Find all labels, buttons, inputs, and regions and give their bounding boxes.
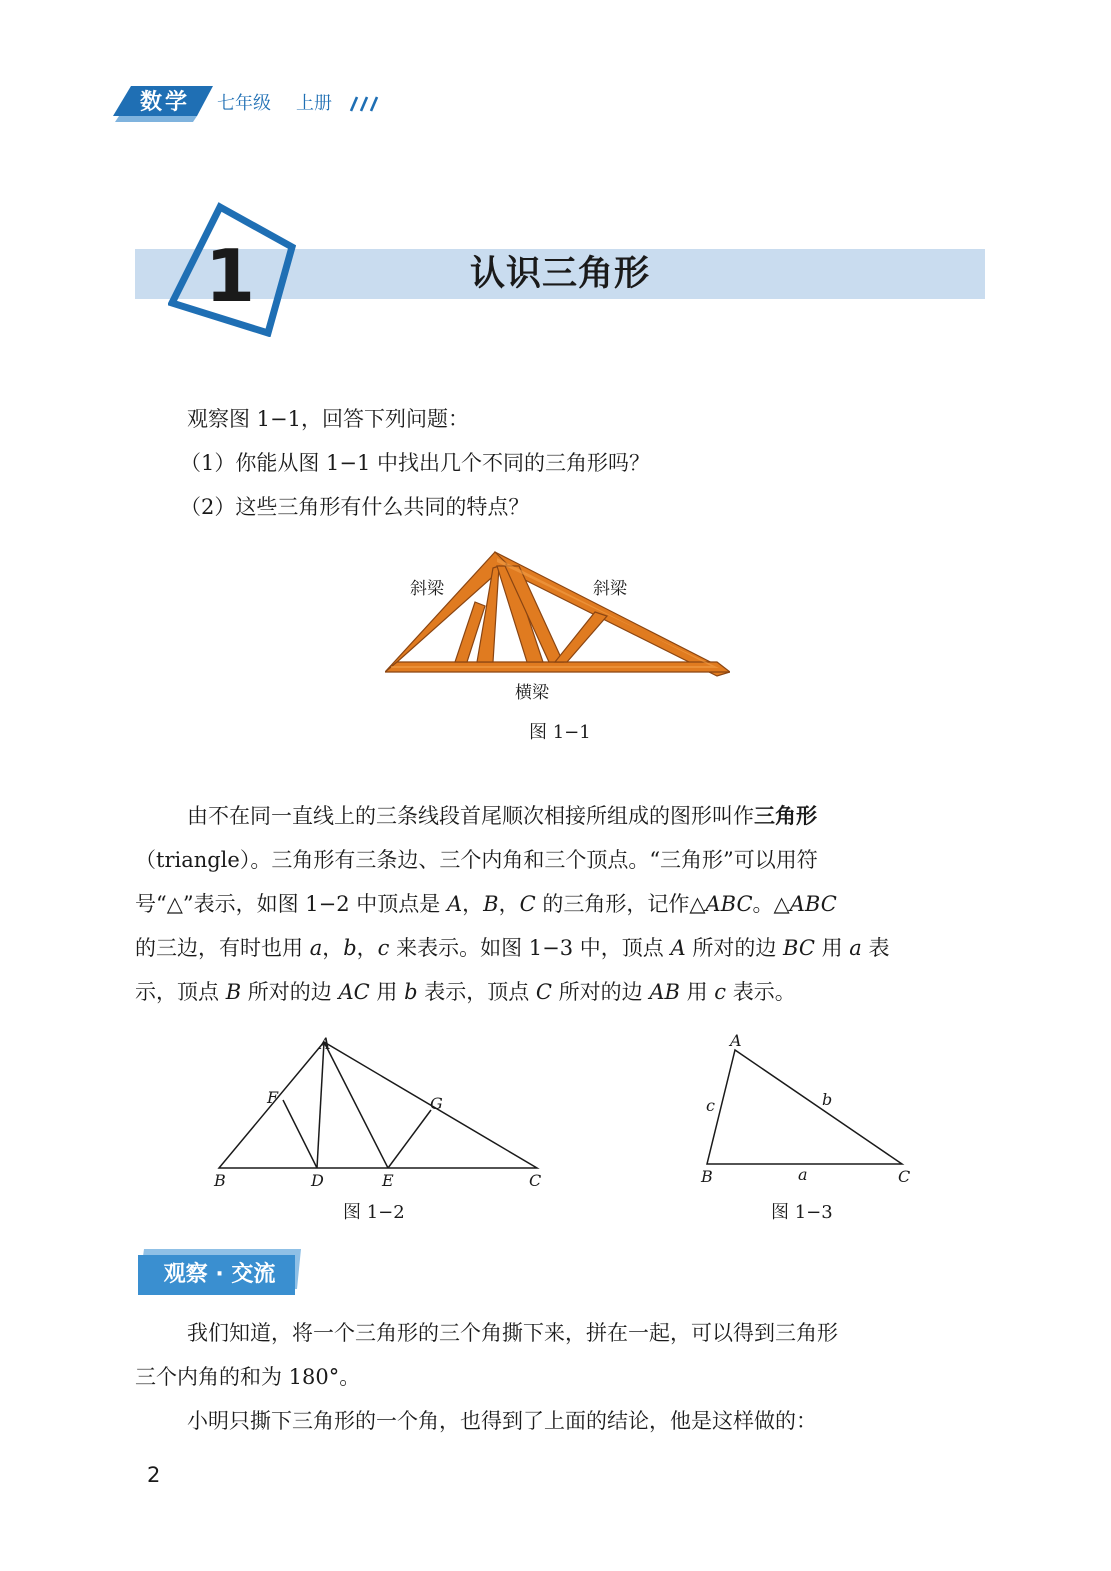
side-symbol: b [404,980,418,1004]
definition-text: 示，顶点 [135,980,226,1004]
page-number: 2 [147,1463,161,1487]
definition-text: 由不在同一直线上的三条线段首尾顺次相接所组成的图形叫作 [187,804,754,828]
vertex-label-C: C [898,1167,911,1186]
definition-text: （triangle）。三角形有三条边、三个内角和三个顶点。“三角形”可以用符 [135,848,818,872]
point-label-B: B [214,1171,226,1190]
tie-beam-label: 横梁 [515,683,549,703]
definition-text: 用 [679,980,715,1004]
side-symbol: a [849,936,862,960]
point-label-G: G [430,1094,443,1113]
side-name: AC [338,980,370,1004]
subject-label: 数学 [139,90,190,115]
side-symbol: c [377,936,390,960]
separator: ， [322,936,344,960]
roof-truss-figure [385,550,730,700]
definition-text: 用 [369,980,405,1004]
figure-1-3-caption: 图 1−3 [771,1202,833,1223]
definition-text: 所对的边 [241,980,339,1004]
vertex-symbol: B [225,980,242,1004]
point-label-D: D [311,1171,324,1190]
question-2: （2）这些三角形有什么共同的特点？ [180,495,530,519]
figure-1-2-diagram [205,1030,550,1195]
decorative-slashes-icon [344,96,380,112]
paragraph-line: 我们知道，将一个三角形的三个角撕下来，拼在一起，可以得到三角形 [187,1321,838,1345]
separator: ， [498,892,520,916]
grade-label: 七年级 [217,93,271,114]
point-label-C: C [529,1171,542,1190]
point-label-A: A [319,1034,331,1053]
vertex-symbol: B [483,892,499,916]
point-label-F: F [267,1088,279,1107]
side-symbol: b [343,936,357,960]
definition-text: 的三边，有时也用 [135,936,310,960]
vertex-symbol: C [519,892,536,916]
side-name: AB [649,980,680,1004]
definition-text: 来表示。如图 1−3 中，顶点 [389,936,671,960]
side-label-a: a [798,1165,808,1184]
paragraph-line: 三个内角的和为 180°。 [135,1365,361,1389]
figure-1-2-caption: 图 1−2 [343,1202,405,1223]
definition-text: 表示。 [726,980,796,1004]
paragraph-line: 小明只撕下三角形的一个角，也得到了上面的结论，他是这样做的： [187,1409,817,1433]
definition-text: 所对的边 [551,980,650,1004]
definition-paragraph [135,794,985,1014]
definition-text: 的三角形，记作△ [535,892,706,916]
section-title: 认识三角形 [469,254,650,294]
question-intro: 观察图 1−1，回答下列问题： [187,407,469,431]
definition-text: 表 [861,936,890,960]
volume-label: 上册 [296,93,332,114]
separator: ， [462,892,484,916]
definition-text: 用 [814,936,850,960]
observe-discuss-label: 观察 · 交流 [163,1262,276,1287]
vertex-symbol: A [446,892,463,916]
term-triangle: 三角形 [754,804,817,828]
question-1: （1）你能从图 1−1 中找出几个不同的三角形吗？ [180,451,651,475]
triangle-name: ABC [789,892,837,916]
side-symbol: a [309,936,323,960]
vertex-label-A: A [730,1031,742,1050]
definition-text: 所对的边 [685,936,783,960]
side-symbol: c [714,980,727,1004]
triangle-name: ABC [705,892,753,916]
definition-text: 表示，顶点 [417,980,536,1004]
side-name: BC [783,936,815,960]
point-label-E: E [382,1171,394,1190]
definition-text: 。△ [752,892,790,916]
left-rafter-label: 斜梁 [410,579,444,599]
right-rafter-label: 斜梁 [593,579,627,599]
separator: ， [356,936,378,960]
vertex-label-B: B [701,1167,713,1186]
figure-1-1-caption: 图 1−1 [529,722,591,743]
side-label-b: b [822,1090,833,1109]
vertex-symbol: A [670,936,686,960]
section-number: 1 [205,234,256,318]
definition-text: 号“△”表示，如图 1−2 中顶点是 [135,892,447,916]
side-label-c: c [706,1096,715,1115]
vertex-symbol: C [535,980,552,1004]
